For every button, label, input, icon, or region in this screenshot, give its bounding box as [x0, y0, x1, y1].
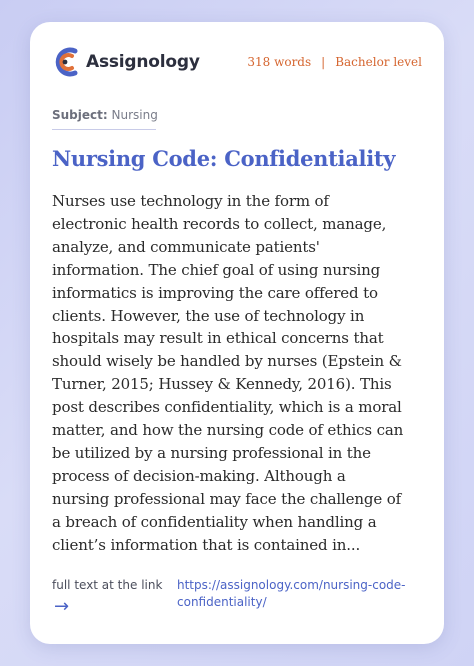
subject-line: [52, 108, 158, 122]
arrow-right-icon[interactable]: →: [54, 596, 70, 617]
excerpt-line: hospitals may result in ethical concerns that: [52, 329, 384, 348]
full-text-link[interactable]: [177, 577, 427, 611]
subject-divider: [52, 129, 156, 130]
excerpt-line: client’s information that is contained in...: [52, 535, 361, 554]
excerpt-line: matter, and how the nursing code of ethics can: [52, 421, 404, 440]
brand-name: Assignology: [86, 52, 200, 72]
excerpt-line: electronic health records to collect, manage,: [52, 214, 387, 233]
card-header: [52, 44, 422, 80]
excerpt-line: analyze, and communicate patients': [52, 237, 320, 256]
excerpt-line: nursing professional may face the challenge of: [52, 489, 401, 508]
essay-excerpt: [52, 190, 430, 557]
meta-separator: |: [321, 55, 326, 69]
excerpt-line: clients. However, the use of technology in: [52, 306, 365, 325]
excerpt-line: Turner, 2015; Hussey & Kennedy, 2016). This: [52, 375, 392, 394]
full-text-label: full text at the link: [52, 578, 163, 592]
assignology-logo-icon: [52, 45, 82, 79]
subject-value: Nursing: [111, 108, 158, 122]
essay-card: [30, 22, 444, 644]
excerpt-line: Nurses use technology in the form of: [52, 192, 329, 210]
excerpt-line: process of decision-making. Although a: [52, 466, 346, 485]
subject-label: Subject:: [52, 108, 108, 122]
excerpt-line: be utilized by a nursing professional in the: [52, 443, 371, 462]
academic-level: Bachelor level: [335, 55, 422, 69]
word-count: 318 words: [247, 55, 312, 69]
brand-logo[interactable]: [52, 45, 200, 79]
essay-title: Nursing Code: Confidentiality: [52, 146, 396, 171]
excerpt-line: informatics is improving the care offered to: [52, 283, 378, 302]
excerpt-line: should wisely be handled by nurses (Epstein &: [52, 352, 402, 371]
link-line: confidentiality/: [177, 595, 267, 609]
link-line: https://assignology.com/nursing-code-: [177, 578, 406, 592]
excerpt-line: information. The chief goal of using nursing: [52, 260, 381, 279]
excerpt-line: post describes confidentiality, which is a moral: [52, 398, 402, 417]
excerpt-line: a breach of confidentiality when handling a: [52, 512, 377, 531]
essay-meta: [247, 55, 422, 69]
